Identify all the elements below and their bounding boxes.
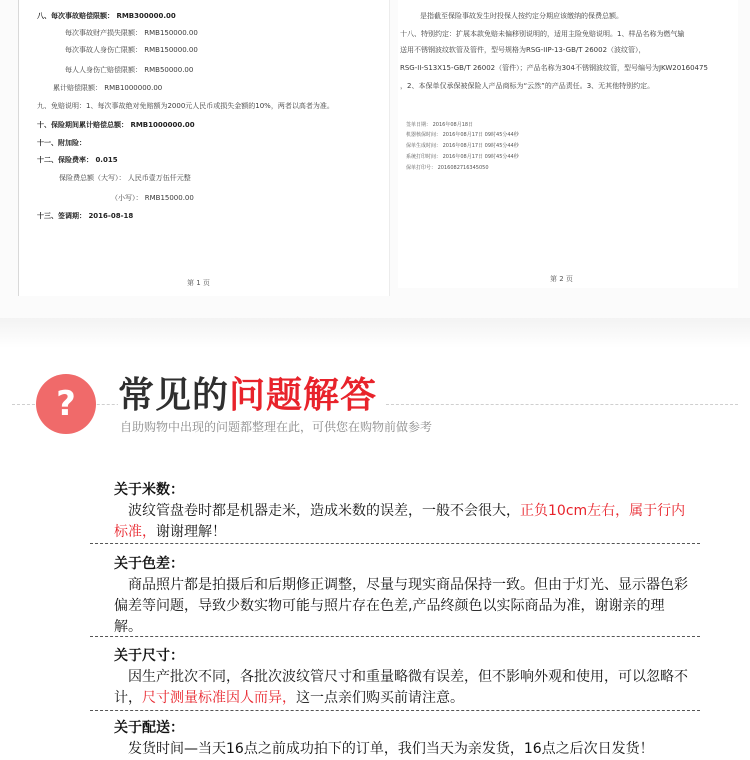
doc-intro: 是指截至保险事故发生时投保人按约定分期应该缴纳的保费总额。: [420, 12, 623, 20]
doc-special-line: 十八、特别约定：扩展本款免赔未偏移别说明的，适用主险免赔说明。1、样品名称为燃气输: [400, 30, 685, 38]
doc-line: 累计赔偿限额： RMB1000000.00: [53, 84, 163, 92]
faq-subtitle: 自助购物中出现的问题都整理在此，可供您在购物前做参考: [120, 420, 433, 434]
page-number: 第 2 页: [550, 275, 573, 283]
document-page-2: [398, 0, 738, 288]
doc-special-line: RSG-II-S13X15-GB/T 26002（管件）；产品名称为304不锈钢波纹管，型号编号为JKW20160475: [400, 64, 708, 72]
doc-meta-line: 保单打印号： 2016082716345050: [406, 165, 489, 171]
document-page-1: [18, 0, 390, 296]
doc-line: 十三、签调期： 2016-08-18: [37, 212, 134, 220]
faq-answer: 因生产批次不同，各批次波纹管尺寸和重量略微有误差，但不影响外观和使用，可以忽略不计，尺寸测量标准因人而异，这一点亲们购买前请注意。: [114, 669, 688, 706]
section-divider: [0, 318, 750, 348]
faq-title-highlight: 问题解答: [229, 375, 378, 416]
faq-item-length: [114, 480, 690, 543]
doc-line: （小写）： RMB15000.00: [111, 194, 194, 202]
faq-answer: 发货时间—当天16点之前成功拍下的订单，我们当天为亲发货，16点之后次日发货！: [128, 741, 654, 757]
doc-meta-line: 签单日期： 2016年08月18日: [406, 122, 474, 128]
faq-item-size: [114, 646, 690, 709]
doc-special-line: 送用不锈钢波纹软管及管件，型号规格为RSG-IIP-13-GB/T 26002（波纹管），: [400, 46, 646, 54]
faq-question: 关于配送：: [114, 720, 184, 736]
doc-special-line: ，2、本保单仅承保被保险人产品商标为“云然”的产品责任。3、无其他特别约定。: [400, 82, 655, 90]
faq-question: 关于尺寸：: [114, 648, 184, 664]
faq-answer: 波纹管盘卷时都是机器走米，造成米数的误差，一般不会很大，正负10cm左右，属于行内标准，谢谢理解！: [114, 503, 686, 540]
faq-title: 常见的问题解答: [118, 374, 385, 418]
document-preview-area: [0, 0, 750, 318]
doc-appendix: 十一、附加险：: [37, 139, 86, 147]
faq-separator: [90, 710, 700, 711]
faq-separator: [90, 636, 700, 637]
faq-question: 关于色差：: [114, 556, 184, 572]
doc-line: 每次事故财产损失限额： RMB150000.00: [65, 29, 198, 37]
question-mark-icon: ?: [36, 374, 96, 434]
doc-meta-line: 机器核保时间： 2016年08月17日 09时45分44秒: [406, 132, 519, 138]
doc-meta-line: 系统打印时间： 2016年08月17日 09时45分44秒: [406, 154, 519, 160]
doc-line: 十二、保险费率： 0.015: [37, 156, 118, 164]
doc-line: 十、保险期间累计赔偿总额： RMB1000000.00: [37, 121, 195, 129]
doc-line: 保险费总额（大写）： 人民币壹万伍仟元整: [59, 174, 191, 182]
doc-deductible: 九、免赔说明：1、每次事故绝对免赔额为2000元人民币或损失金额的10%，两者以高者为准。: [37, 102, 334, 110]
faq-separator: [90, 543, 700, 544]
faq-item-delivery: [114, 718, 690, 760]
doc-line: 每人人身伤亡赔偿限额： RMB50000.00: [65, 66, 194, 74]
doc-line: 每次事故人身伤亡限额： RMB150000.00: [65, 46, 198, 54]
doc-meta-line: 保单生成时间： 2016年08月17日 09时45分44秒: [406, 143, 519, 149]
faq-question: 关于米数：: [114, 482, 184, 498]
doc-line: 八、每次事故赔偿限额： RMB300000.00: [37, 12, 176, 20]
page-number: 第 1 页: [187, 279, 210, 287]
faq-answer: 商品照片都是拍摄后和后期修正调整，尽量与现实商品保持一致。但由于灯光、显示器色彩偏差等问题，导致少数实物可能与照片存在色差,产品终颜色以实际商品为准，谢谢亲的理解。: [114, 577, 688, 635]
faq-item-color: [114, 554, 690, 638]
